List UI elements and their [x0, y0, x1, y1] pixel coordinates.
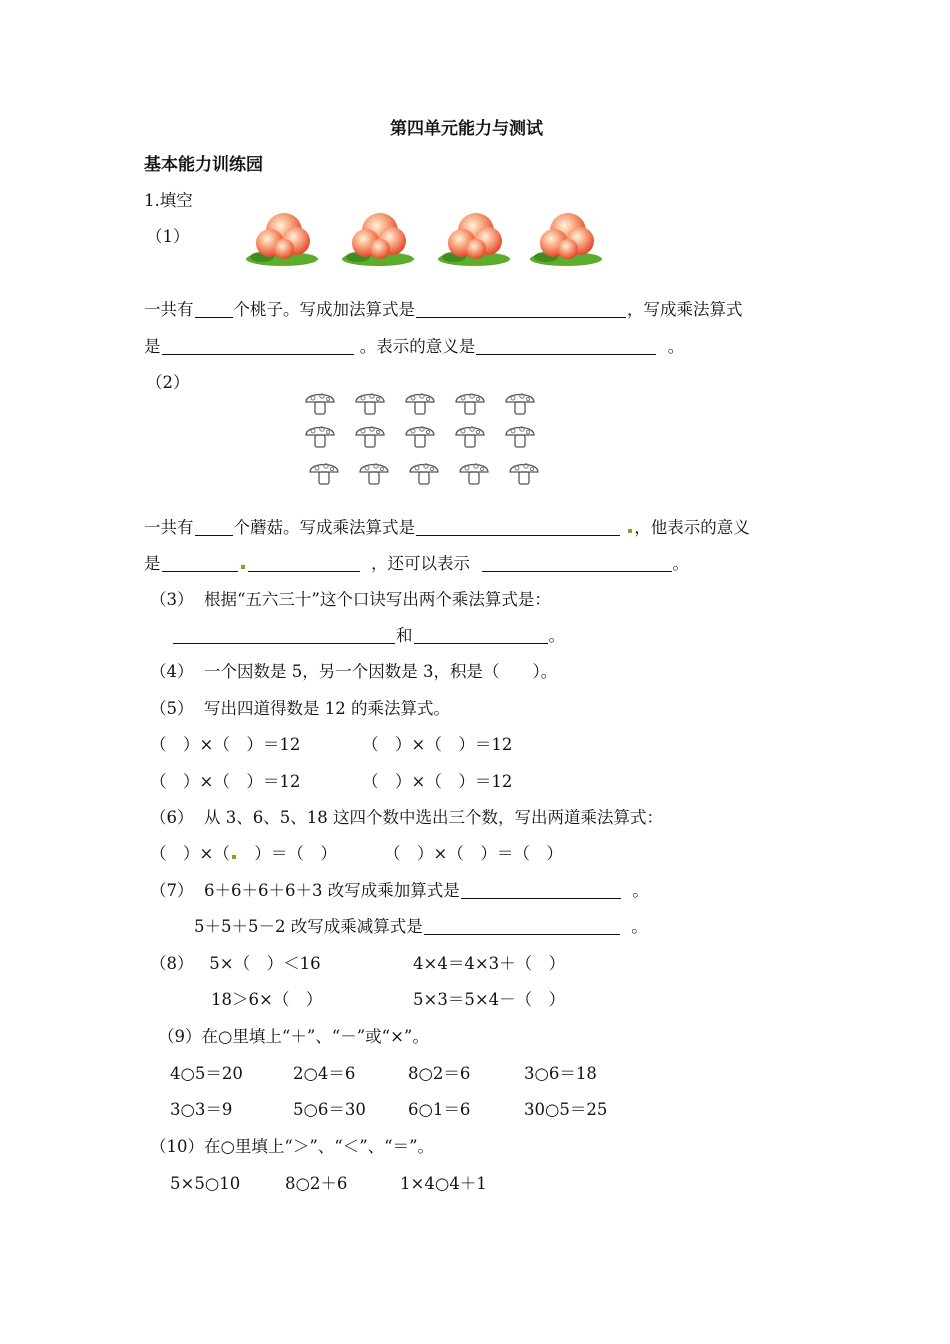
- answer-blank[interactable]: [162, 555, 238, 572]
- mushroom-icon: [310, 464, 338, 484]
- text: ，他表示的意义: [634, 518, 750, 537]
- part-3-line-1: [150, 589, 551, 611]
- part-7-line-2: [194, 916, 648, 938]
- equation: 2○4＝6: [293, 1064, 356, 1083]
- mushroom-picture: [300, 388, 550, 488]
- answer-blank[interactable]: [195, 301, 233, 318]
- part-4-line: [150, 661, 557, 683]
- mushroom-icon: [510, 464, 538, 484]
- part-5-number: （5）: [150, 699, 194, 718]
- mushroom-icon: [360, 464, 388, 484]
- text: 一个因数是 5，另一个因数是 3，积是（ ）。: [204, 662, 558, 681]
- mushroom-icon: [306, 427, 334, 447]
- equation: 5×3＝5×4－（ ）: [413, 990, 566, 1009]
- equation: 18＞6×（ ）: [211, 990, 323, 1009]
- answer-blank[interactable]: [173, 627, 395, 644]
- part-7-number: （7）: [150, 881, 194, 900]
- text: 。表示的意义是: [359, 337, 476, 356]
- mushroom-icon: [506, 394, 534, 414]
- mushroom-icon: [406, 427, 434, 447]
- text: ）＝（ ）: [237, 844, 337, 863]
- equation: （ ）×（ ）＝（ ）: [384, 844, 563, 863]
- text: 从 3、6、5、18 这四个数中选出三个数，写出两道乘法算式：: [204, 808, 663, 827]
- part-6-line: [150, 807, 663, 829]
- text: 一共有: [144, 300, 194, 319]
- mushroom-icon: [456, 427, 484, 447]
- text: 。: [631, 917, 648, 936]
- text: 。: [632, 881, 649, 900]
- part-2-line-1: [144, 517, 750, 539]
- peach-icon: [342, 213, 414, 266]
- answer-blank[interactable]: [162, 338, 354, 355]
- text: 和: [396, 626, 413, 645]
- equation: （ ）×（ ）＝12: [150, 735, 301, 754]
- answer-blank[interactable]: [248, 555, 360, 572]
- question-1-heading: 1.填空: [144, 191, 193, 210]
- part-7-line-1: [150, 880, 649, 902]
- part-1-line-1: [144, 299, 743, 321]
- text: ，还可以表示: [371, 554, 470, 573]
- equation: 3○3＝9: [170, 1100, 233, 1119]
- section-heading: 基本能力训练园: [144, 155, 263, 175]
- mushroom-icon: [460, 464, 488, 484]
- equation: 4×4＝4×3＋（ ）: [413, 954, 566, 973]
- answer-blank[interactable]: [424, 918, 620, 935]
- page-title: 第四单元能力与测试: [390, 119, 543, 139]
- text: 个桃子。写成加法算式是: [233, 300, 415, 319]
- part-3-number: （3）: [150, 590, 194, 609]
- answer-blank[interactable]: [195, 519, 233, 536]
- equation: （ ）×（ ）＝12: [362, 772, 513, 791]
- part-3-line-2: [172, 625, 565, 647]
- peach-picture: [244, 203, 644, 273]
- equation: 30○5＝25: [524, 1100, 608, 1119]
- part-8-number: （8）: [150, 954, 194, 973]
- equation: 3○6＝18: [524, 1064, 597, 1083]
- peach-icon: [438, 213, 510, 266]
- part-10-line: （10）在○里填上“＞”、“＜”、“＝”。: [150, 1137, 435, 1156]
- answer-blank[interactable]: [416, 301, 626, 318]
- equation: [150, 843, 337, 865]
- mushroom-icon: [410, 464, 438, 484]
- answer-blank[interactable]: [416, 519, 620, 536]
- part-5-line: [150, 698, 450, 720]
- answer-blank[interactable]: [476, 338, 656, 355]
- equation: 8○2＝6: [408, 1064, 471, 1083]
- equation: 6○1＝6: [408, 1100, 471, 1119]
- marker-dot: [628, 529, 632, 533]
- equation: 5×（ ）＜16: [209, 954, 321, 973]
- part-2-line-2: [144, 553, 689, 575]
- equation: 1×4○4＋1: [400, 1174, 487, 1193]
- equation: 8○2＋6: [285, 1174, 348, 1193]
- part-1-number: （1）: [146, 227, 190, 246]
- text: 根据“五六三十”这个口诀写出两个乘法算式是：: [204, 590, 551, 609]
- peach-icon: [530, 213, 602, 266]
- text: 写出四道得数是 12 的乘法算式。: [204, 699, 450, 718]
- part-2-number: （2）: [146, 373, 190, 392]
- part-4-number: （4）: [150, 662, 194, 681]
- part-8-line-1: [150, 953, 321, 975]
- text: 一共有: [144, 518, 194, 537]
- equation: 4○5＝20: [170, 1064, 243, 1083]
- answer-blank[interactable]: [461, 882, 621, 899]
- marker-dot: [232, 855, 236, 859]
- part-6-number: （6）: [150, 808, 194, 827]
- equation: 5×5○10: [170, 1174, 241, 1193]
- text: 。: [667, 337, 685, 356]
- mushroom-icon: [356, 427, 384, 447]
- text: 。: [672, 554, 689, 573]
- mushroom-icon: [456, 394, 484, 414]
- part-1-line-2: [144, 336, 684, 358]
- mushroom-icon: [506, 427, 534, 447]
- answer-blank[interactable]: [482, 555, 672, 572]
- text: ，写成乘法算式: [627, 300, 743, 319]
- mushroom-icon: [406, 394, 434, 414]
- equation: 5○6＝30: [293, 1100, 366, 1119]
- text: 6＋6＋6＋6＋3 改写成乘加算式是: [204, 881, 460, 900]
- text: 是: [144, 337, 161, 356]
- text: 是: [144, 554, 161, 573]
- text: 。: [548, 626, 565, 645]
- equation: （ ）×（ ）＝12: [150, 772, 301, 791]
- peach-icon: [246, 213, 318, 266]
- text: （ ）×（: [150, 844, 230, 863]
- marker-dot: [241, 565, 245, 569]
- equation: （ ）×（ ）＝12: [362, 735, 513, 754]
- mushroom-icon: [356, 394, 384, 414]
- answer-blank[interactable]: [414, 627, 548, 644]
- text: 5＋5＋5－2 改写成乘减算式是: [194, 917, 423, 936]
- mushroom-icon: [306, 394, 334, 414]
- text: 个蘑菇。写成乘法算式是: [233, 518, 415, 537]
- part-9-line: （9）在○里填上“＋”、“－”或“×”。: [158, 1027, 429, 1046]
